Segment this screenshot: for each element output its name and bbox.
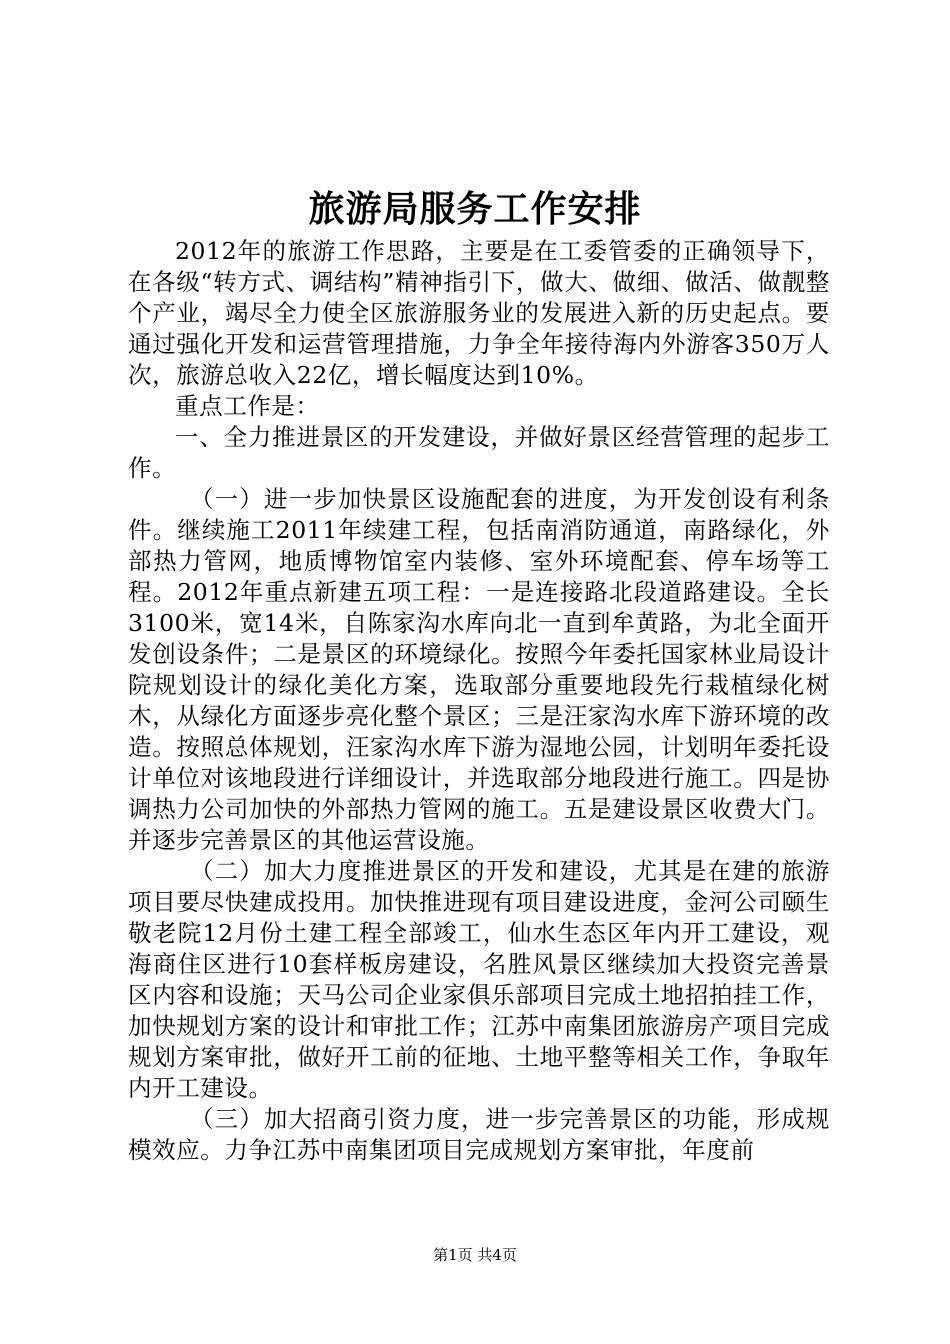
paragraph-item-2: （二）加大力度推进景区的开发和建设，尤其是在建的旅游项目要尽快建成投用。加快推进现有项目建设进度，金河公司颐生敬老院12月份土建工程全部竣工，仙水生态区年内开工建设，观海商住区进行10套样板房建设，名胜风景区继续加大投资完善景区内容和设施；天马公司企业家俱乐部项目完成土地招拍挂工作，加快规划方案的设计和审批工作；江苏中南集团旅游房产项目完成规划方案审批，做好开工前的征地、土地平整等相关工作，争取年内开工建设。 [128,857,830,1102]
paragraph-work-idea: 2012年的旅游工作思路，主要是在工委管委的正确领导下，在各级“转方式、调结构”精神指引下，做大、做细、做活、做靓整个产业，竭尽全力使全区旅游服务业的发展进入新的历史起点。要通过强化开发和运营管理措施，力争全年接待海内外游客350万人次，旅游总收入22亿，增长幅度达到10%。 [128,237,830,389]
document-title: 旅游局服务工作安排 [308,188,642,230]
paragraph-item-3: （三）加大招商引资力度，进一步完善景区的功能，形成规模效应。力争江苏中南集团项目完成规划方案审批，年度前 [128,1105,830,1164]
paragraph-section-one: 一、全力推进景区的开发建设，并做好景区经营管理的起步工作。 [128,423,830,482]
paragraph-key-work: 重点工作是： [175,392,320,420]
paragraph-item-1: （一）进一步加快景区设施配套的进度，为开发创设有利条件。继续施工2011年续建工程，包括南消防通道，南路绿化，外部热力管网，地质博物馆室内装修、室外环境配套、停车场等工程。2012年重点新建五项工程：一是连接路北段道路建设。全长3100米，宽14米，自陈家沟水库向北一直到牟黄路，为北全面开发创设条件；二是景区的环境绿化。按照今年委托国家林业局设计院规划设计的绿化美化方案，选取部分重要地段先行栽植绿化树木，从绿化方面逐步亮化整个景区；三是汪家沟水库下游环境的改造。按照总体规划，汪家沟水库下游为湿地公园，计划明年委托设计单位对该地段进行详细设计，并选取部分地段进行施工。四是协调热力公司加快的外部热力管网的施工。五是建设景区收费大门。并逐步完善景区的其他运营设施。 [128,485,830,854]
page-number-footer: 第1页 共4页 [433,1246,517,1264]
document-body [128,236,830,1166]
